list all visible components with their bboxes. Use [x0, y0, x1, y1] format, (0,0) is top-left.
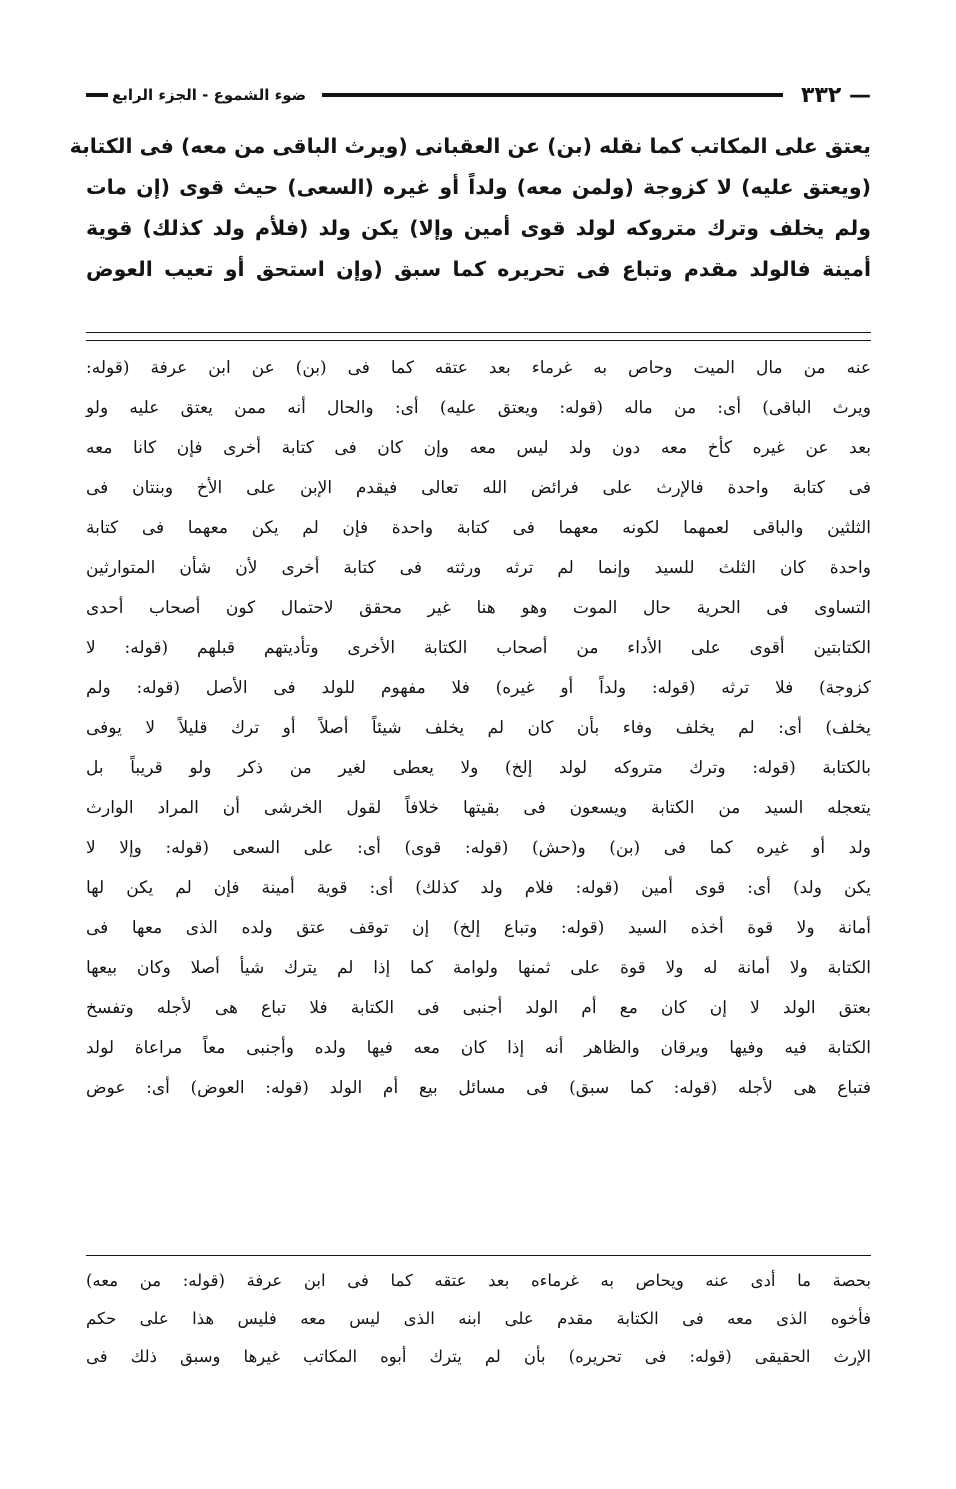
- commentary-line: الكتابة ولا أمانة له ولا قوة على ثمنها ولوامة كما إذا لم يترك شيأ أصلا وكان بيعها: [86, 958, 871, 978]
- commentary-line: الكتابتين أقوى على الأداء من أصحاب الكتابة الأخرى وتأديتهم قبلهم (قوله: لا: [86, 638, 871, 658]
- commentary-line: يكن ولد) أى: قوى أمين (قوله: فلام ولد كذلك) أى: قوية أمينة فإن لم يكن لها: [86, 878, 871, 898]
- commentary-line: واحدة كان الثلث للسيد وإنما لم ترثه ورثته فى كتابة أخرى لأن شأن المتوارثين: [86, 558, 871, 578]
- commentary-line: بعد عن غيره كأخ معه دون ولد ليس معه وإن كان فى كتابة أخرى فإن كانا معه: [86, 438, 871, 458]
- commentary-line: التساوى فى الحرية حال الموت وهو هنا غير محقق لاحتمال كون أصحاب أحدى: [86, 598, 871, 618]
- commentary-line: ويرث الباقى) أى: من ماله (قوله: ويعتق عليه) أى: والحال أنه ممن يعتق عليه ولو: [86, 398, 871, 418]
- header-rule: [322, 93, 783, 97]
- commentary-line: يخلف) أى: لم يخلف وفاء بأن كان لم يخلف شيئاً أصلاً أو ترك قليلاً لا يوفى: [86, 718, 871, 738]
- commentary-line: كزوجة) فلا ترثه (قوله: ولداً أو غيره) فلا مفهوم للولد فى الأصل (قوله: ولم: [86, 678, 871, 698]
- commentary-line: فتباع هى لأجله (قوله: كما سبق) فى مسائل بيع أم الولد (قوله: العوض) أى: عوض: [86, 1078, 871, 1098]
- commentary-line: بعتق الولد لا إن كان مع أم الولد أجنبى فى الكتابة فلا تباع هى لأجله وتفسخ: [86, 998, 871, 1018]
- double-divider: [86, 332, 871, 341]
- page-header: [86, 78, 871, 112]
- header-rule-tail: [86, 93, 108, 97]
- main-text-line: ولم يخلف وترك متروكه لولد قوى أمين وإلا) يكن ولد (فلأم ولد كذلك) قوية: [86, 216, 871, 240]
- main-text-line: يعتق على المكاتب كما نقله (بن) عن العقبانى (ويرث الباقى من معه) فى الكتابة: [69, 134, 871, 158]
- commentary-line: الكتابة فيه وفيها ويرقان والظاهر أنه إذا كان معه فيها ولده وأجنبى معاً مراعاة لولد: [86, 1038, 871, 1058]
- page-number: — ٣٣٢: [789, 83, 871, 108]
- footnote-line: فأخوه الذى معه فى الكتابة مقدم على ابنه الذى ليس معه فليس هذا على حكم: [86, 1309, 871, 1328]
- commentary-line: عنه من مال الميت وحاص به غرماء بعد عتقه كما فى (بن) عن ابن عرفة (قوله:: [86, 358, 871, 378]
- commentary-line: بالكتابة (قوله: وترك متروكه لولد إلخ) ولا يعطى لغير من ذكر ولو قريباً بل: [86, 758, 871, 778]
- footnote-divider: [86, 1255, 871, 1256]
- main-text: [69, 126, 871, 290]
- main-text-line: (ويعتق عليه) لا كزوجة (ولمن معه) ولداً أو غيره (السعى) حيث قوى (إن مات: [86, 175, 871, 199]
- main-text-line: أمينة فالولد مقدم وتباع فى تحريره كما سبق (وإن استحق أو تعيب العوض: [86, 257, 871, 281]
- commentary-line: يتعجله السيد من الكتابة ويسعون فى بقيتها خلافاً لقول الخرشى أن المراد الوارث: [86, 798, 871, 818]
- commentary-line: أمانة ولا قوة أخذه السيد (قوله: وتباع إلخ) إن توقف عتق ولده الذى معها فى: [86, 918, 871, 938]
- commentary-line: ولد أو غيره كما فى (بن) و(حش) (قوله: قوى) أى: على السعى (قوله: وإلا لا: [86, 838, 871, 858]
- commentary-line: فى كتابة واحدة فالإرث على فرائض الله تعالى فيقدم الإبن على الأخ وبنتان فى: [86, 478, 871, 498]
- footnote-line: الإرث الحقيقى (قوله: فى تحريره) بأن لم يترك أبوه المكاتب غيرها وسبق ذلك فى: [86, 1347, 871, 1366]
- footnote: [86, 1262, 871, 1376]
- commentary-line: الثلثين والباقى لعمهما لكونه معهما فى كتابة واحدة فإن لم يكن معهما فى كتابة: [86, 518, 871, 538]
- commentary: [86, 348, 871, 1108]
- book-title: ضوء الشموع - الجزء الرابع: [112, 86, 307, 104]
- footnote-line: بحصة ما أدى عنه ويحاص به غرماءه بعد عتقه كما فى ابن عرفة (قوله: من معه): [86, 1271, 871, 1290]
